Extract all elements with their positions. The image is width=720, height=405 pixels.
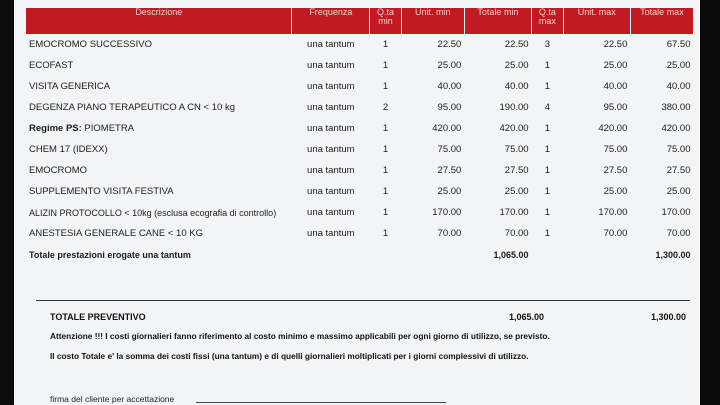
row-totale-min: 25.00 [504, 186, 529, 197]
costo-totale-note: Il costo Totale e' la somma dei costi fissi (una tantum) e di quelli giornalieri moltiplicati per i giorni complessivi di utilizzo. [50, 351, 529, 361]
col-totale-max: Totale max [630, 8, 693, 34]
summary-divider [36, 300, 690, 301]
col-descrizione: Descrizione [26, 8, 292, 34]
row-unit-min: 25.00 [437, 60, 462, 71]
table-row [26, 139, 694, 160]
row-totale-min: 22.50 [504, 39, 529, 50]
row-totale-max: 380.00 [661, 102, 691, 113]
row-qta-min: 1 [382, 165, 389, 176]
row-unit-min: 25.00 [437, 186, 462, 197]
row-qta-max: 1 [544, 144, 550, 155]
row-unit-max: 95.00 [603, 102, 628, 113]
table-row [26, 160, 694, 181]
row-freq: una tantum [307, 102, 355, 113]
row-qta-max: 1 [544, 81, 550, 92]
row-desc: EMOCROMO [29, 165, 88, 176]
row-freq: una tantum [307, 39, 355, 50]
row-desc [26, 118, 292, 139]
row-desc: ALIZIN PROTOCOLLO < 10kg (esclusa ecografia di controllo) [29, 207, 277, 218]
row-totale-max: 70.00 [666, 228, 691, 239]
row-totale-min: 420.00 [499, 123, 529, 134]
row-totale-max: 40.00 [666, 81, 691, 92]
row-desc: ANESTESIA GENERALE CANE < 10 KG [29, 228, 203, 239]
totale-preventivo-max: 1,300.00 [650, 312, 686, 322]
subtotal-max: 1,300.00 [655, 249, 691, 260]
table-row [26, 118, 694, 139]
col-qta-min: Q.ta min [370, 8, 402, 34]
row-freq: una tantum [307, 228, 355, 239]
row-unit-max: 22.50 [603, 39, 628, 50]
row-qta-max: 1 [544, 60, 550, 71]
regime-value: PIOMETRA [81, 123, 135, 134]
row-qta-max: 1 [544, 186, 550, 197]
row-desc: SUPPLEMENTO VISITA FESTIVA [29, 186, 174, 197]
estimate-document [14, 0, 700, 405]
row-totale-min: 170.00 [499, 207, 529, 218]
row-totale-max: 25.00 [666, 60, 691, 71]
row-totale-min: 25.00 [504, 60, 529, 71]
row-totale-min: 75.00 [504, 144, 529, 155]
row-unit-min: 420.00 [432, 123, 462, 134]
row-unit-max: 25.00 [603, 60, 628, 71]
row-unit-max: 70.00 [603, 228, 628, 239]
row-totale-min: 27.50 [504, 165, 529, 176]
row-freq: una tantum [307, 60, 355, 71]
row-qta-min: 1 [382, 228, 389, 239]
table-row [26, 202, 694, 223]
row-unit-max: 25.00 [603, 186, 628, 197]
row-freq: una tantum [307, 81, 355, 92]
row-unit-min: 27.50 [437, 165, 462, 176]
subtotal-row [26, 244, 694, 265]
col-frequenza: Frequenza [292, 8, 370, 34]
row-desc: CHEM 17 (IDEXX) [29, 144, 108, 155]
row-totale-max: 27.50 [666, 165, 691, 176]
row-unit-min: 170.00 [432, 207, 462, 218]
row-unit-min: 95.00 [437, 102, 462, 113]
table-row [26, 76, 694, 97]
col-unit-min: Unit. min [401, 8, 464, 34]
row-desc: DEGENZA PIANO TERAPEUTICO A CN < 10 kg [29, 102, 235, 113]
row-qta-min: 1 [382, 60, 389, 71]
row-qta-min: 1 [382, 186, 389, 197]
row-totale-max: 170.00 [661, 207, 691, 218]
table-row [26, 34, 694, 55]
prestazioni-table [26, 8, 694, 265]
col-unit-max: Unit. max [563, 8, 630, 34]
signature-line [196, 402, 446, 403]
row-totale-max: 25.00 [666, 186, 691, 197]
row-totale-max: 67.50 [666, 39, 691, 50]
row-qta-max: 1 [544, 165, 550, 176]
row-unit-min: 70.00 [437, 228, 462, 239]
row-qta-min: 1 [382, 123, 389, 134]
row-unit-max: 40.00 [603, 81, 628, 92]
subtotal-label: Totale prestazioni erogate una tantum [29, 249, 191, 260]
row-unit-max: 420.00 [598, 123, 628, 134]
totale-preventivo-label: TOTALE PREVENTIVO [50, 312, 146, 322]
table-header-row [26, 8, 694, 34]
row-unit-min: 22.50 [437, 39, 462, 50]
row-qta-max: 3 [544, 39, 550, 50]
row-desc: EMOCROMO SUCCESSIVO [29, 39, 152, 50]
table-row [26, 55, 694, 76]
table-row [26, 181, 694, 202]
row-desc: ECOFAST [29, 60, 74, 71]
row-freq: una tantum [307, 186, 355, 197]
row-qta-max: 1 [544, 207, 550, 218]
row-qta-min: 1 [382, 39, 389, 50]
col-qta-max: Q.ta max [532, 8, 564, 34]
row-desc: VISITA GENERICA [29, 81, 111, 92]
row-qta-min: 1 [382, 207, 389, 218]
table-row [26, 223, 694, 244]
row-unit-min: 40.00 [437, 81, 462, 92]
attenzione-note: Attenzione !!! I costi giornalieri fanno riferimento al costo minimo e massimo applicabili per ogni giorno di utilizzo, se previsto. [50, 331, 550, 341]
row-unit-max: 170.00 [598, 207, 628, 218]
row-freq: una tantum [307, 144, 355, 155]
regime-label: Regime PS: [29, 123, 82, 134]
row-qta-max: 1 [544, 228, 550, 239]
table-row [26, 97, 694, 118]
row-freq: una tantum [307, 123, 355, 134]
subtotal-min: 1,065.00 [493, 249, 529, 260]
row-qta-max: 1 [544, 123, 550, 134]
screen-bezel [700, 0, 720, 405]
row-qta-min: 2 [382, 102, 389, 113]
col-totale-min: Totale min [464, 8, 531, 34]
row-totale-max: 420.00 [661, 123, 691, 134]
row-freq: una tantum [307, 165, 355, 176]
totale-preventivo-min: 1,065.00 [508, 312, 544, 322]
row-qta-min: 1 [382, 81, 389, 92]
row-freq: una tantum [307, 207, 355, 218]
row-totale-min: 70.00 [504, 228, 529, 239]
row-unit-max: 27.50 [603, 165, 628, 176]
row-qta-max: 4 [544, 102, 550, 113]
row-unit-max: 75.00 [603, 144, 628, 155]
row-totale-min: 40.00 [504, 81, 529, 92]
row-qta-min: 1 [382, 144, 389, 155]
firma-label: firma del cliente per accettazione [50, 394, 175, 404]
row-totale-max: 75.00 [666, 144, 691, 155]
row-totale-min: 190.00 [499, 102, 529, 113]
row-unit-min: 75.00 [437, 144, 462, 155]
